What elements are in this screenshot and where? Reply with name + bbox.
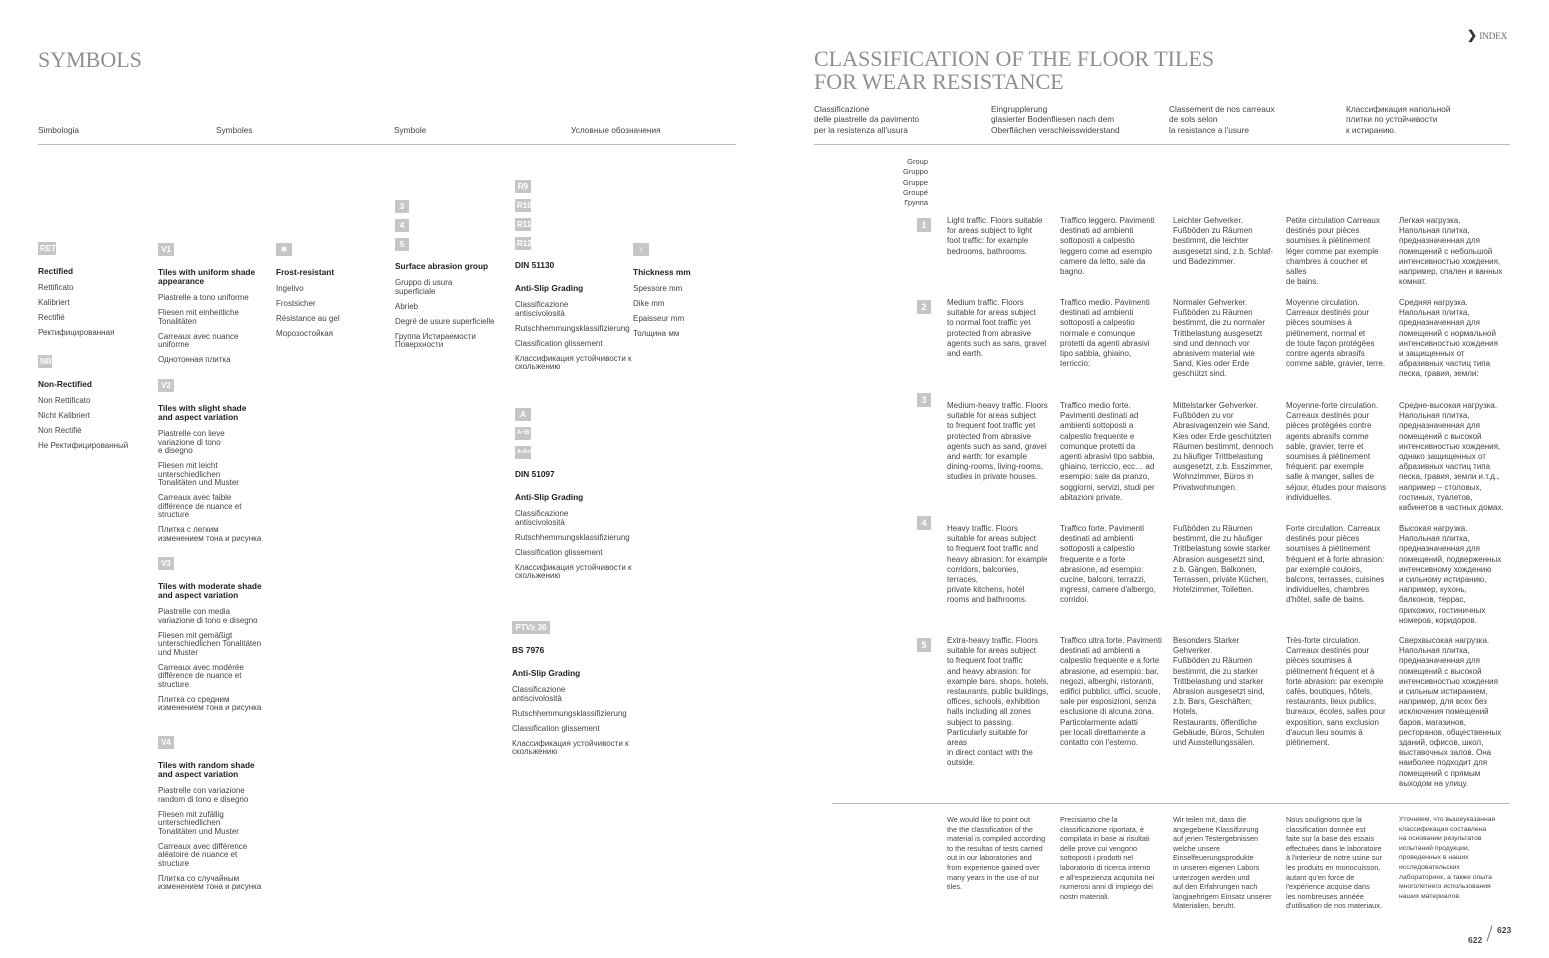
symbol-thickness bbox=[633, 239, 751, 345]
symbol-line: Dike mm bbox=[633, 299, 665, 308]
symbol-line: Морозостойкая bbox=[276, 329, 333, 338]
symbol-v1 bbox=[158, 239, 276, 371]
symbol-line: Rutschhemmungsklassifizierung bbox=[515, 323, 630, 333]
symbol-line: Rectifié bbox=[38, 313, 65, 322]
symbol-title: DIN 51097 bbox=[515, 469, 555, 479]
group-cell-de: Fußböden zu Räumen bestimmt, die zu häufiger Trittbelastung sowie starker Abrasion ausgesetzt sind, z.b. Gängen, Balkonen, Terrassen, private Küchen, Hotelzimmer, Toiletten. bbox=[1173, 524, 1271, 595]
symbol-rectified bbox=[38, 238, 156, 344]
classification-rule bbox=[814, 144, 1510, 145]
group-number: 3 bbox=[917, 393, 931, 407]
note-de: Wir teilen mit, dass die angegebene Klassifizirung auf jenen Testergebnissen welche unsere Einselfeuerungsprodukte in unseren eigenen Labors unterzogen werden und auf den Erfahrungen nach langjaehrigem Einsatz unserer Materialien, beruht. bbox=[1173, 815, 1272, 911]
classification-title bbox=[814, 47, 1214, 93]
abrasion-3-icon: 3 bbox=[395, 200, 409, 213]
symbol-line: Degré de usure superficielle bbox=[395, 316, 495, 326]
symbol-line: Gruppo di usura superficiale bbox=[395, 278, 453, 296]
symbol-line: Classification glissement bbox=[515, 547, 603, 557]
index-arrow-icon: ❯ bbox=[1467, 28, 1478, 42]
symbol-line: Rutschhemmungsklassifizierung bbox=[512, 708, 627, 718]
symbol-title: Thickness mm bbox=[633, 267, 691, 277]
symbol-line: Epaisseur mm bbox=[633, 314, 685, 323]
snowflake-icon: ❄ bbox=[276, 243, 292, 256]
rectified-icon: RET bbox=[40, 244, 56, 253]
symbol-non-rectified bbox=[38, 351, 156, 457]
group-cell-de: Mittelstarker Gehverker. Fußböden zu vor Abrasivagenzein wie Sand, Kies oder Erde geschützten Räumen bestimmt, dennoch zu häufiger Trittbelastung ausgesetzt, z.b. Esszimmer, Wohnzimmer, Büros in Privatwohnungen. bbox=[1173, 401, 1274, 492]
symbol-line: Non Rettificato bbox=[38, 396, 91, 405]
index-label: INDEX bbox=[1479, 31, 1508, 41]
class-lang-de: Eingrupplerung glasierter Bodenfliesen nach dem Oberflächen verschleisswiderstand bbox=[991, 104, 1120, 135]
class-abc-icon: A+B+C bbox=[515, 446, 531, 459]
symbol-line: Группа Истираемости Поверхности bbox=[395, 331, 476, 349]
page-number-left: 622 bbox=[1468, 935, 1483, 945]
group-number: 5 bbox=[917, 638, 931, 652]
symbol-line: Nicht Kalibriert bbox=[38, 411, 91, 420]
note-fr: Nous soulignons que la classification donnée est faite sur la base des essais effectuées dans le laboratoire à l'interieur de notre usine sur les produits en monocuisson, autant qu'en force de l'expérience acquise dans les nombreuses annéée d'utilisation de nos materiaux. bbox=[1286, 815, 1382, 911]
group-cell-ru: Средне-высокая нагрузка. Напольная плитка, предназначенная для помещений с высокой интенсивностью хождения, однако защищенных от абразивных частиц типа песка, гравия, земли и.т.д., например – столовых, гостиных, туалетов, кабинетов в частных домах. bbox=[1399, 401, 1504, 513]
group-cell-en: Medium-heavy traffic. Floors suitable for areas subject to frequent foot traffic yet protected from abrasive agents such as sand, gravel and earth: for example dining-rooms, living-rooms, studies in private houses. bbox=[947, 401, 1048, 482]
symbol-title: Surface abrasion group bbox=[395, 261, 489, 271]
symbol-line: Fliesen mit gemäßigt unterschiedlichen Tonalitäten und Muster bbox=[158, 630, 262, 657]
symbol-line: Abrieb bbox=[395, 301, 419, 311]
symbol-v3 bbox=[158, 553, 276, 719]
group-number: 2 bbox=[917, 300, 931, 314]
symbol-subtitle: Anti-Slip Grading bbox=[515, 492, 584, 502]
symbol-line: Carreaux avec différence aléatoire de nuance et structure bbox=[158, 841, 248, 868]
symbol-title: Tiles with slight shade and aspect variation bbox=[158, 403, 247, 422]
group-cell-it: Traffico leggero. Pavimenti destinati ad ambienti sottoposti a calpestio leggero come ad esempio camere da letto, sale da bagno. bbox=[1060, 216, 1155, 277]
group-number: 1 bbox=[917, 218, 931, 232]
lang-label-it: Simbologia bbox=[38, 125, 80, 135]
non-rectified-icon: NR bbox=[40, 357, 52, 366]
symbol-title: Rectified bbox=[38, 266, 74, 276]
abrasion-5-icon: 5 bbox=[395, 238, 409, 251]
symbol-line: Classification glissement bbox=[515, 338, 603, 348]
class-a-icon: A bbox=[515, 408, 531, 421]
symbol-line: Résistance au gel bbox=[276, 314, 340, 323]
symbol-title: Tiles with moderate shade and aspect variation bbox=[158, 581, 262, 600]
symbols-rule bbox=[38, 144, 736, 145]
symbol-line: Плитка с легким изменением тона и рисунка bbox=[158, 525, 262, 543]
index-link[interactable] bbox=[1467, 28, 1507, 43]
group-cell-de: Besonders Starker Gehverker. Fußböden zu Räumen bestimmt, die zu starker Trittbelastung und starker Abrasion ausgesetzt sind, z.b. Bars, Geschäften; Hotels, Restaurants, öffentliche Gebäude, Büros, Schulen und Ausstellungssälen. bbox=[1173, 636, 1265, 748]
page-number-right: 623 bbox=[1497, 925, 1512, 935]
symbol-line: Piastrelle a tono uniforme bbox=[158, 293, 249, 302]
class-ab-icon: A+B bbox=[515, 427, 531, 440]
symbol-title: Tiles with random shade and aspect variation bbox=[158, 760, 255, 779]
symbol-line: Плитка со случайным изменением тона и рисунка bbox=[158, 873, 262, 891]
symbol-line: Толщина мм bbox=[633, 329, 680, 338]
symbol-line: Piastrelle con lieve variazione di tono e disegno bbox=[158, 429, 225, 455]
v3-icon: V3 bbox=[158, 557, 174, 570]
r9-icon: R9 bbox=[515, 180, 531, 193]
symbol-title: BS 7976 bbox=[512, 645, 545, 655]
class-lang-fr: Classement de nos carreaux de sols selon la resistance a l'usure bbox=[1169, 104, 1275, 135]
symbol-line: Non Rectifié bbox=[38, 426, 82, 435]
symbol-line: Classification glissement bbox=[512, 723, 600, 733]
symbol-line: Классификация устойчивости к скольжению bbox=[515, 353, 632, 371]
symbol-title: Non-Rectified bbox=[38, 379, 92, 389]
group-cell-fr: Moyenne circulation. Carreaux destinés pour pièces soumises à piétinement, normal et de toute façon protégées contre agents abrasifs comme sable, gravier, terre. bbox=[1286, 298, 1386, 369]
symbol-title: DIN 51130 bbox=[515, 260, 555, 270]
group-cell-it: Traffico medio. Pavimenti destinati ad ambienti sottoposti a calpestio normale e comunque protetti da agenti abrasivi tipo sabbia, ghiaino, terriccio: bbox=[1060, 298, 1150, 369]
symbol-subtitle: Anti-Slip Grading bbox=[512, 668, 581, 678]
thickness-icon: ↕ bbox=[633, 243, 649, 256]
v2-icon: V2 bbox=[158, 379, 174, 392]
group-cell-fr: Forte circulation. Carreaux destinés pour pièces soumises à piétinement fréquent et à forte abrasion: par exemple couloirs, balcons, terrasses, cuisines individuelles, chambres d'hôtel, salle de bains. bbox=[1286, 524, 1385, 605]
group-cell-en: Medium traffic. Floors suitable for areas subject to normal foot traffic yet protected from abrasive agents such as sans, gravel and earth. bbox=[947, 298, 1047, 359]
symbol-title: Frost-resistant bbox=[276, 267, 335, 277]
symbol-line: Fliesen mit einheitliche Tonalitäten bbox=[158, 308, 239, 326]
symbol-line: Piastrelle con variazione random di tono e disegno bbox=[158, 786, 249, 804]
symbol-line: Piastrelle con media variazione di tono e disegno bbox=[158, 607, 258, 625]
group-cell-fr: Moyenne-forte circulation. Carreaux destinés pour pièces protégées contre agents abrasifs comme sable, gravier, terre et soumises à piétinement fréquent: par exemple salle à manger, salles de séjour, études pour maisons individuelles. bbox=[1286, 401, 1387, 502]
lang-label-ru: Условные обозначения bbox=[571, 125, 661, 135]
symbol-line: Не Ректифицированный bbox=[38, 441, 129, 450]
symbol-line: Rutschhemmungsklassifizierung bbox=[515, 532, 630, 542]
symbol-line: Carreaux avec faible différence de nuance et structure bbox=[158, 493, 242, 519]
symbol-line: Однотонная плитка bbox=[158, 355, 231, 364]
note-it: Precisiamo che la classificazione riportata, è compilata in base ai risultati delle prove cui vengono sottoposti i prodotti nel laboratorio di ricerca interno e all'espezienza acquisita nei numerosi anni di impiego dei nostri materiali. bbox=[1060, 815, 1155, 901]
group-cell-fr: Petite circulation Carreaux destinés pour pièces soumises à piétinement léger comme par exemple chambres à coucher et salles de bains. bbox=[1286, 216, 1380, 287]
r11-icon: R11 bbox=[517, 220, 532, 229]
group-number: 4 bbox=[917, 516, 931, 530]
class-lang-ru: Классификация напольной плитки по устойчивости к истиранию. bbox=[1346, 104, 1451, 135]
group-cell-it: Traffico forte. Pavimenti destinati ad ambienti sottoposti a calpestio frequente e a forte abrasione, ad esempio: cucine, balconi, terrazzi, ingressi, camere d'albergo, corridoi. bbox=[1060, 524, 1156, 605]
symbol-line: Ingelivo bbox=[276, 284, 304, 293]
symbol-frost-resistant bbox=[276, 239, 394, 345]
symbol-line: Classificazione antiscivolosità bbox=[512, 685, 566, 703]
class-lang-it: Classificazione delle piastrelle da pavimento per la resistenza all'usura bbox=[814, 104, 920, 135]
group-cell-en: Heavy traffic. Floors suitable for areas subject to frequent foot traffic and heavy abrasion: for example corridors, balconies, terraces, private kitchens, hotel rooms and bathrooms. bbox=[947, 524, 1048, 605]
symbol-line: Классификация устойчивости к скольжению bbox=[515, 562, 632, 580]
symbol-v2 bbox=[158, 375, 276, 550]
group-cell-en: Extra-heavy traffic. Floors suitable for areas subject to frequent foot traffic and heavy abrasion: for example bars, shops, hotels, restaurants, public buildings, offices, schools, exhibition halls including all zones subject to passing. Particularly suitable for areas in direct contact with the outside. bbox=[947, 636, 1049, 768]
group-cell-ru: Легкая нагрузка. Напольная плитка, предназначенная для помещений с небольшой интенсивностью хождения, например, спален и ванных комнат. bbox=[1399, 216, 1503, 287]
symbol-line: Carreaux avec nuance uniforme bbox=[158, 331, 239, 349]
r10-icon: R10 bbox=[517, 201, 532, 210]
symbol-line: Classificazione antiscivolosità bbox=[515, 300, 569, 318]
v4-icon: V4 bbox=[158, 736, 174, 749]
symbol-line: Ректифицированная bbox=[38, 328, 115, 337]
symbol-line: Frostsicher bbox=[276, 299, 316, 308]
classification-title-line1: CLASSIFICATION OF THE FLOOR TILES bbox=[814, 46, 1215, 71]
symbol-line: Carreaux avec modérée différence de nuance et structure bbox=[158, 662, 244, 689]
symbol-line: Fliesen mit leicht unterschiedlichen Tonalitäten und Muster bbox=[158, 461, 239, 487]
group-cell-de: Normaler Gehverker. Fußböden zu Räumen bestimmt, die zu normaler Trittbelastung ausgesetzt sind und dennoch vor abrasivem material wie Sand, Kies oder Erde geschützt sind. bbox=[1173, 298, 1266, 379]
symbol-v4 bbox=[158, 732, 276, 898]
note-ru: Уточняем, что вышеуказанная классификация составлена на основании результатов испытаний продукции, проведенных в наших исследовательских лабораториях, а также опыта многолетнего использования наших материалов. bbox=[1399, 816, 1496, 900]
group-cell-fr: Très-forte circulation. Carreaux destinés pour pièces soumises à piétinement fréquent et à forte abrasion: par exemple cafés, boutiques, hôtels, restaurants, lieux publics, bureaux, écoles, salles pour exposition, sans exclusion d'aucun lieu soumis à piétinement. bbox=[1286, 636, 1386, 748]
group-cell-ru: Средняя нагрузка. Напольная плитка, предназначенная для помещений с нормальной интенсивностью хождения и защищенных от абразивных частиц типа песка, гравия, земли: bbox=[1399, 298, 1498, 379]
ptv-icon: PTV≥ 36 bbox=[512, 621, 550, 634]
group-cell-it: Traffico ultra forte. Pavimenti destinati ad ambienti a calpestio frequente e a forte abrasione, ad esempio: bar, negozi, alberghi, ristoranti, edifici pubblici, uffici, scuole, sale per esposizioni, senza esclusione di alcuna zona. Particolarmente adatti per locali direttamente a contatto con l'esterno. bbox=[1060, 636, 1162, 748]
symbol-line: Spessore mm bbox=[633, 284, 683, 293]
symbol-line: Классификация устойчивости к скольжению bbox=[512, 738, 629, 756]
notes-rule bbox=[832, 803, 1510, 804]
symbol-bs7976 bbox=[512, 617, 632, 763]
group-cell-ru: Сверхвысокая нагрузка. Напольная плитка, предназначенная для помещений с высокой интенсивностью хождения и сильным истиранием, например, для всех без исключения помещений баров, магазинов, ресторанов, общественных зданий, офисов, школ, выставочных залов. Она наиболее подходит для помещений с прямым выходом на улицу. bbox=[1399, 636, 1502, 788]
classification-title-line2: FOR WEAR RESISTANCE bbox=[814, 69, 1064, 94]
symbol-din51097 bbox=[515, 408, 635, 587]
r12-icon: R12 bbox=[517, 239, 532, 248]
symbol-line: Плитка со средним изменением тона и рисунка bbox=[158, 694, 262, 712]
group-label: Group Gruppo Gruppe Groupé Группа bbox=[902, 157, 928, 208]
symbol-line: Rettificato bbox=[38, 283, 74, 292]
symbol-abrasion-group bbox=[395, 200, 513, 356]
v1-icon: V1 bbox=[158, 243, 174, 256]
symbol-line: Classificazione antiscivolosità bbox=[515, 509, 569, 527]
symbol-line: Kalibriert bbox=[38, 298, 70, 307]
symbols-title: SYMBOLS bbox=[38, 47, 142, 72]
page-number-divider bbox=[1486, 925, 1492, 941]
group-cell-it: Traffico medio forte. Pavimenti destinati ad ambienti sottoposti a calpestio frequente e comunque protetti da agenti abrasivi tipo sabbia, ghiaino, terriccio, ecc… ad esempio: sale da pranzo, soggiorni, servizi, studi per abitazioni private. bbox=[1060, 401, 1155, 502]
symbol-subtitle: Anti-Slip Grading bbox=[515, 283, 584, 293]
lang-label-fr: Symboles bbox=[216, 125, 253, 135]
group-cell-ru: Высокая нагрузка. Напольная плитка, предназначенная для помещений, подверженных интенсивному хождению и сильному истиранию, например, кухонь, балконов, террас, прихожих, гостиничных номеров, коридоров. bbox=[1399, 524, 1502, 625]
group-cell-en: Light traffic. Floors suitable for areas subject to light foot traffic: for example bedrooms, bathrooms. bbox=[947, 216, 1043, 256]
symbol-din51130 bbox=[515, 180, 635, 378]
lang-label-de: Symbole bbox=[394, 125, 427, 135]
symbol-title: Tiles with uniform shade appearance bbox=[158, 267, 256, 286]
abrasion-4-icon: 4 bbox=[395, 219, 409, 232]
note-en: We would like to point out the the classification of the material is compiled according to the resultas of tests carried out in our laboratories and from experience gained over many years in the use of our tiles. bbox=[947, 815, 1046, 892]
symbol-line: Fliesen mit zufällig unterschiedlichen Tonalitäten und Muster bbox=[158, 809, 239, 836]
group-cell-de: Leichter Gehverker. Fußböden zu Räumen bestimmt, die leichter ausgesetzt sind, z.b. Schlaf- und Badezimmer. bbox=[1173, 216, 1274, 266]
